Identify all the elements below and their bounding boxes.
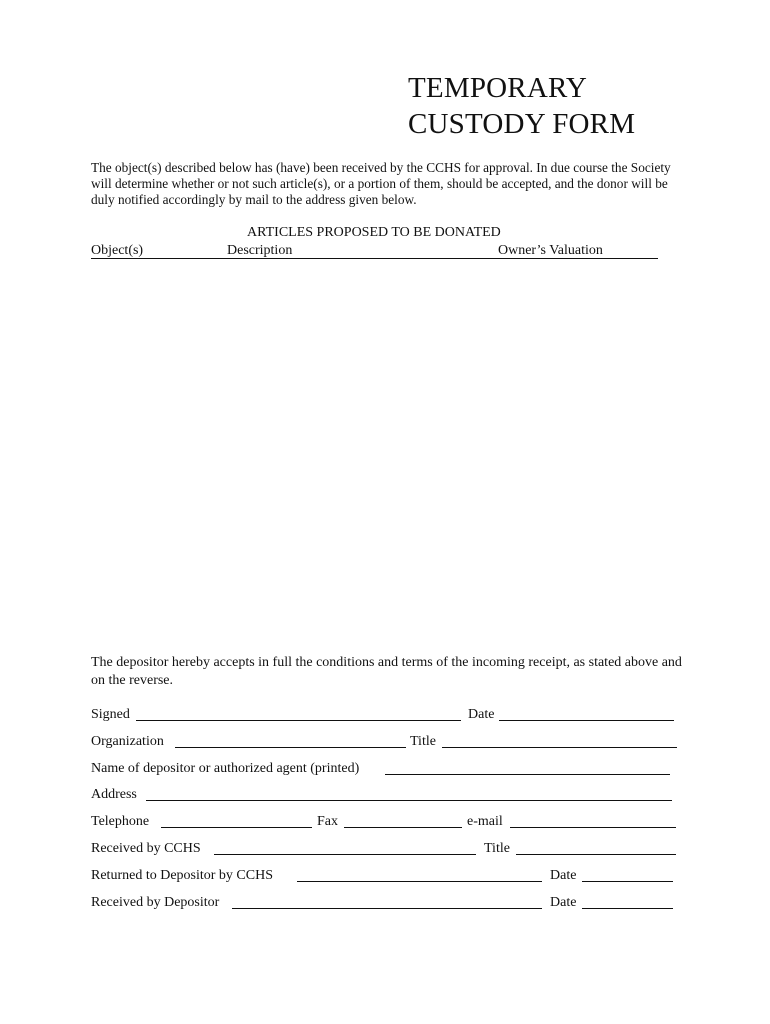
telephone-label: Telephone [91,814,150,829]
received-date-field[interactable] [582,908,673,909]
form-title-line-1: TEMPORARY [408,72,588,104]
email-label: e-mail [467,814,503,829]
address-field[interactable] [146,800,672,801]
returned-to-depositor-row [91,867,681,887]
depositor-name-label: Name of depositor or authorized agent (printed) [91,761,360,776]
received-title-label: Title [484,841,510,856]
form-title-line-2: CUSTODY FORM [408,108,636,140]
articles-heading: ARTICLES PROPOSED TO BE DONATED [247,225,501,240]
received-by-cchs-label: Received by CCHS [91,841,201,856]
signed-field[interactable] [136,720,461,721]
received-by-cchs-row [91,840,681,860]
organization-field[interactable] [175,747,406,748]
column-header-description: Description [227,243,293,258]
column-header-underline [91,258,658,259]
returned-date-field[interactable] [582,881,673,882]
returned-to-depositor-field[interactable] [297,881,542,882]
address-row [91,786,681,806]
received-by-cchs-field[interactable] [214,854,476,855]
organization-label: Organization [91,734,164,749]
depositor-name-row [91,760,681,780]
received-by-depositor-label: Received by Depositor [91,895,220,910]
signed-label: Signed [91,707,130,722]
received-by-depositor-row [91,894,681,914]
contact-row [91,813,681,833]
received-by-depositor-field[interactable] [232,908,542,909]
depositor-name-field[interactable] [385,774,670,775]
title-field[interactable] [442,747,677,748]
address-label: Address [91,787,137,802]
date-field[interactable] [499,720,674,721]
fax-label: Fax [317,814,338,829]
fax-field[interactable] [344,827,462,828]
email-field[interactable] [510,827,676,828]
received-title-field[interactable] [516,854,676,855]
form-title [408,70,635,142]
intro-paragraph: The object(s) described below has (have) been received by the CCHS for approval. In due course the Society will determine whether or not such article(s), or a portion of them, should be accepted, and the donor will be duly notified accordingly by mail to the address given below. [91,160,671,207]
organization-row [91,733,681,753]
articles-column-headers [91,243,661,261]
acceptance-paragraph: The depositor hereby accepts in full the conditions and terms of the incoming receipt, as stated above and on the reverse. [91,655,682,688]
received-date-label: Date [550,895,577,910]
returned-to-depositor-label: Returned to Depositor by CCHS [91,868,273,883]
date-label: Date [468,707,495,722]
signed-row [91,706,681,726]
column-header-objects: Object(s) [91,243,144,258]
telephone-field[interactable] [161,827,312,828]
title-label: Title [410,734,436,749]
column-header-valuation: Owner’s Valuation [498,243,603,258]
returned-date-label: Date [550,868,577,883]
